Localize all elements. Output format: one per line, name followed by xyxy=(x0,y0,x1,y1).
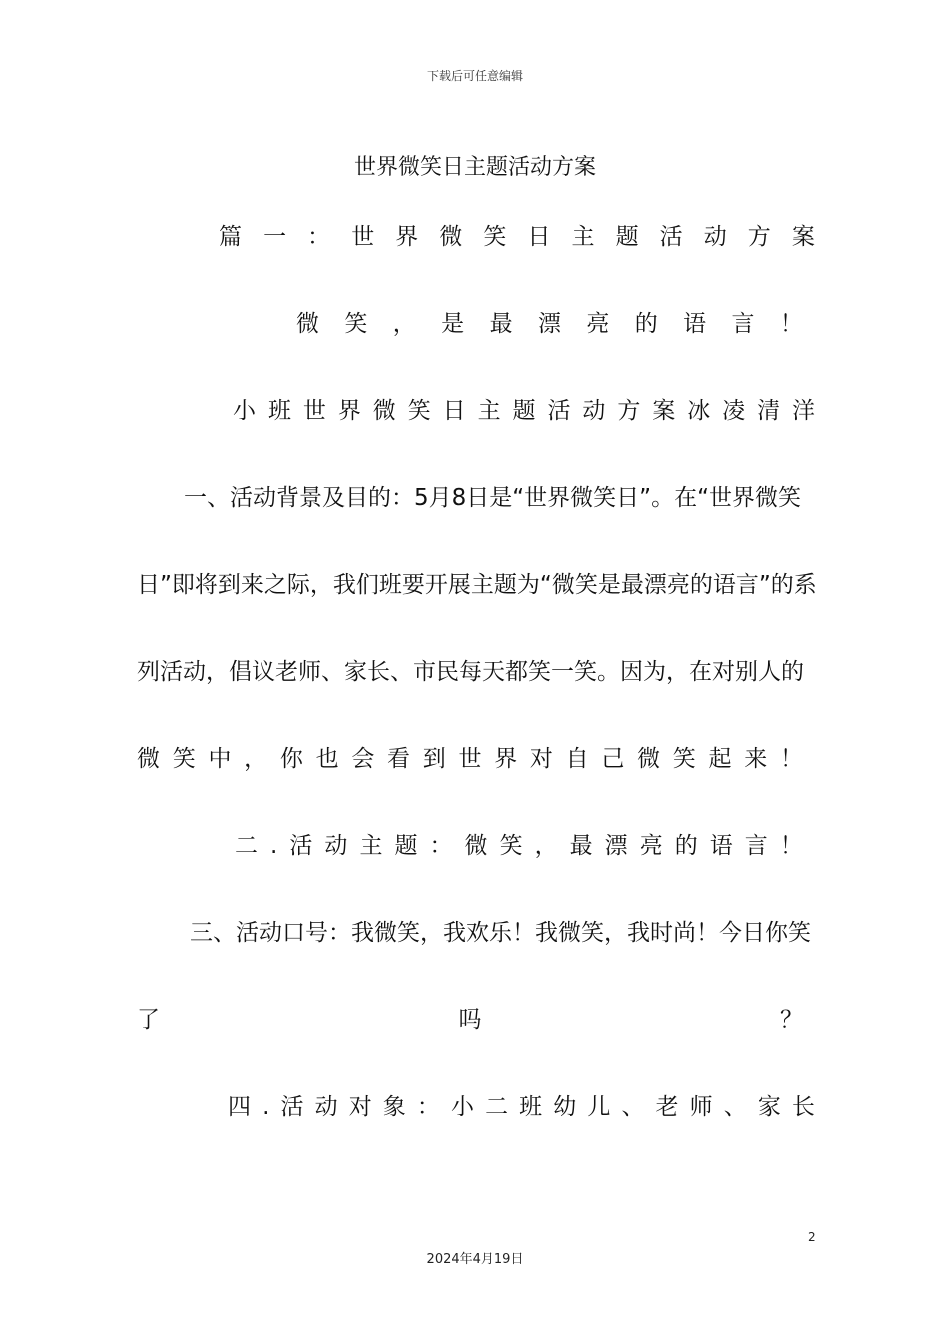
line-char: 界 xyxy=(337,398,361,424)
line-char: 来 xyxy=(744,746,768,772)
body-line xyxy=(137,1005,803,1035)
line-char: 亮 xyxy=(586,311,610,337)
body-line xyxy=(219,222,815,252)
line-char: 长 xyxy=(791,1094,815,1120)
body-line xyxy=(233,396,815,426)
line-char: 最 xyxy=(489,311,513,337)
line-char: ！ xyxy=(779,833,803,859)
line-char: 会 xyxy=(351,746,375,772)
line-char: 言 xyxy=(744,833,768,859)
line-char: 日 xyxy=(527,224,551,250)
line-char: 微 xyxy=(296,311,319,337)
page-header: 下载后可任意编辑 xyxy=(426,69,523,83)
body-line xyxy=(137,744,803,774)
line-char: 动 xyxy=(324,833,348,859)
body-line xyxy=(235,831,803,861)
line-char: 题 xyxy=(512,398,536,424)
line-char: 题 xyxy=(394,833,418,859)
line-char: . xyxy=(262,1094,270,1120)
line-char: 小 xyxy=(233,398,256,424)
line-char: 主 xyxy=(359,833,383,859)
line-char: ， xyxy=(392,311,416,337)
line-char: 微 xyxy=(372,398,396,424)
body-line: 日”即将到来之际，我们班要开展主题为“微笑是最漂亮的语言”的系 xyxy=(137,572,817,598)
line-char: 漂 xyxy=(537,311,561,337)
line-char: 微 xyxy=(637,746,661,772)
line-char: 笑 xyxy=(172,746,196,772)
line-char: ： xyxy=(429,833,453,859)
line-char: 的 xyxy=(634,311,658,337)
line-char: 儿 xyxy=(587,1094,611,1120)
line-char: ！ xyxy=(779,311,803,337)
line-char: 方 xyxy=(747,224,771,250)
line-char: 对 xyxy=(529,746,553,772)
line-char: 微 xyxy=(439,224,463,250)
line-char: 二 xyxy=(485,1094,509,1120)
line-char: 了 xyxy=(137,1007,160,1033)
line-char: ： xyxy=(416,1094,440,1120)
line-char: 活 xyxy=(547,398,571,424)
line-char: 一 xyxy=(263,224,287,250)
line-char: 凌 xyxy=(722,398,746,424)
page-number: 2 xyxy=(808,1230,816,1244)
line-char: 你 xyxy=(279,746,303,772)
line-char: 世 xyxy=(458,746,482,772)
line-char: 主 xyxy=(571,224,595,250)
document-title: 世界微笑日主题活动方案 xyxy=(353,155,596,180)
line-char: 笑 xyxy=(499,833,523,859)
line-char: 己 xyxy=(601,746,625,772)
line-char: 语 xyxy=(683,311,707,337)
line-char: 冰 xyxy=(687,398,711,424)
line-char: 吗 xyxy=(458,1007,482,1033)
line-char: 到 xyxy=(422,746,446,772)
line-char: 日 xyxy=(442,398,466,424)
line-char: 象 xyxy=(382,1094,406,1120)
line-char: 起 xyxy=(708,746,732,772)
line-char: 中 xyxy=(208,746,232,772)
body-line: 三、活动口号：我微笑，我欢乐！我微笑，我时尚！今日你笑 xyxy=(190,920,811,946)
line-char: 师 xyxy=(689,1094,713,1120)
line-char: ， xyxy=(244,746,268,772)
line-char: 小 xyxy=(450,1094,474,1120)
line-char: 幼 xyxy=(553,1094,577,1120)
line-char: 漂 xyxy=(604,833,628,859)
line-char: 班 xyxy=(519,1094,543,1120)
line-char: 界 xyxy=(494,746,518,772)
line-char: ？ xyxy=(780,1007,803,1033)
line-char: 笑 xyxy=(344,311,368,337)
line-char: 世 xyxy=(302,398,326,424)
line-char: 活 xyxy=(659,224,683,250)
line-char: 也 xyxy=(315,746,339,772)
line-char: 言 xyxy=(731,311,755,337)
line-char: 界 xyxy=(395,224,419,250)
footer-date: 2024年4月19日 xyxy=(426,1252,524,1267)
line-char: 主 xyxy=(477,398,501,424)
line-char: 案 xyxy=(791,224,815,250)
line-char: ， xyxy=(534,833,558,859)
line-char: ！ xyxy=(779,746,803,772)
line-char: 二 xyxy=(235,833,258,859)
line-char: 洋 xyxy=(792,398,815,424)
line-char: 笑 xyxy=(483,224,507,250)
line-char: 清 xyxy=(757,398,781,424)
body-line: 一、活动背景及目的：5月8日是“世界微笑日”。在“世界微笑 xyxy=(184,485,802,511)
body-line: 列活动，倡议老师、家长、市民每天都笑一笑。因为，在对别人的 xyxy=(137,659,804,685)
line-char: 方 xyxy=(617,398,641,424)
line-char: 篇 xyxy=(219,224,242,250)
line-char: 四 xyxy=(228,1094,251,1120)
body-line xyxy=(296,309,803,339)
line-char: 微 xyxy=(137,746,160,772)
line-char: 语 xyxy=(709,833,733,859)
line-char: 是 xyxy=(441,311,465,337)
line-char: 自 xyxy=(565,746,589,772)
line-char: 、 xyxy=(723,1094,747,1120)
line-char: 动 xyxy=(582,398,606,424)
line-char: 世 xyxy=(351,224,375,250)
line-char: 笑 xyxy=(672,746,696,772)
line-char: 动 xyxy=(703,224,727,250)
line-char: 题 xyxy=(615,224,639,250)
line-char: 活 xyxy=(280,1094,304,1120)
line-char: 亮 xyxy=(639,833,663,859)
line-char: 动 xyxy=(314,1094,338,1120)
line-char: 对 xyxy=(348,1094,372,1120)
line-char: 案 xyxy=(652,398,676,424)
line-char: 看 xyxy=(387,746,411,772)
line-char: 家 xyxy=(757,1094,781,1120)
line-char: 笑 xyxy=(407,398,431,424)
body-line xyxy=(228,1092,815,1122)
line-char: 的 xyxy=(674,833,698,859)
line-char: . xyxy=(270,833,278,859)
line-char: ： xyxy=(307,224,331,250)
line-char: 老 xyxy=(655,1094,679,1120)
line-char: 班 xyxy=(267,398,291,424)
line-char: 、 xyxy=(621,1094,645,1120)
line-char: 最 xyxy=(569,833,593,859)
line-char: 活 xyxy=(289,833,313,859)
line-char: 微 xyxy=(464,833,488,859)
